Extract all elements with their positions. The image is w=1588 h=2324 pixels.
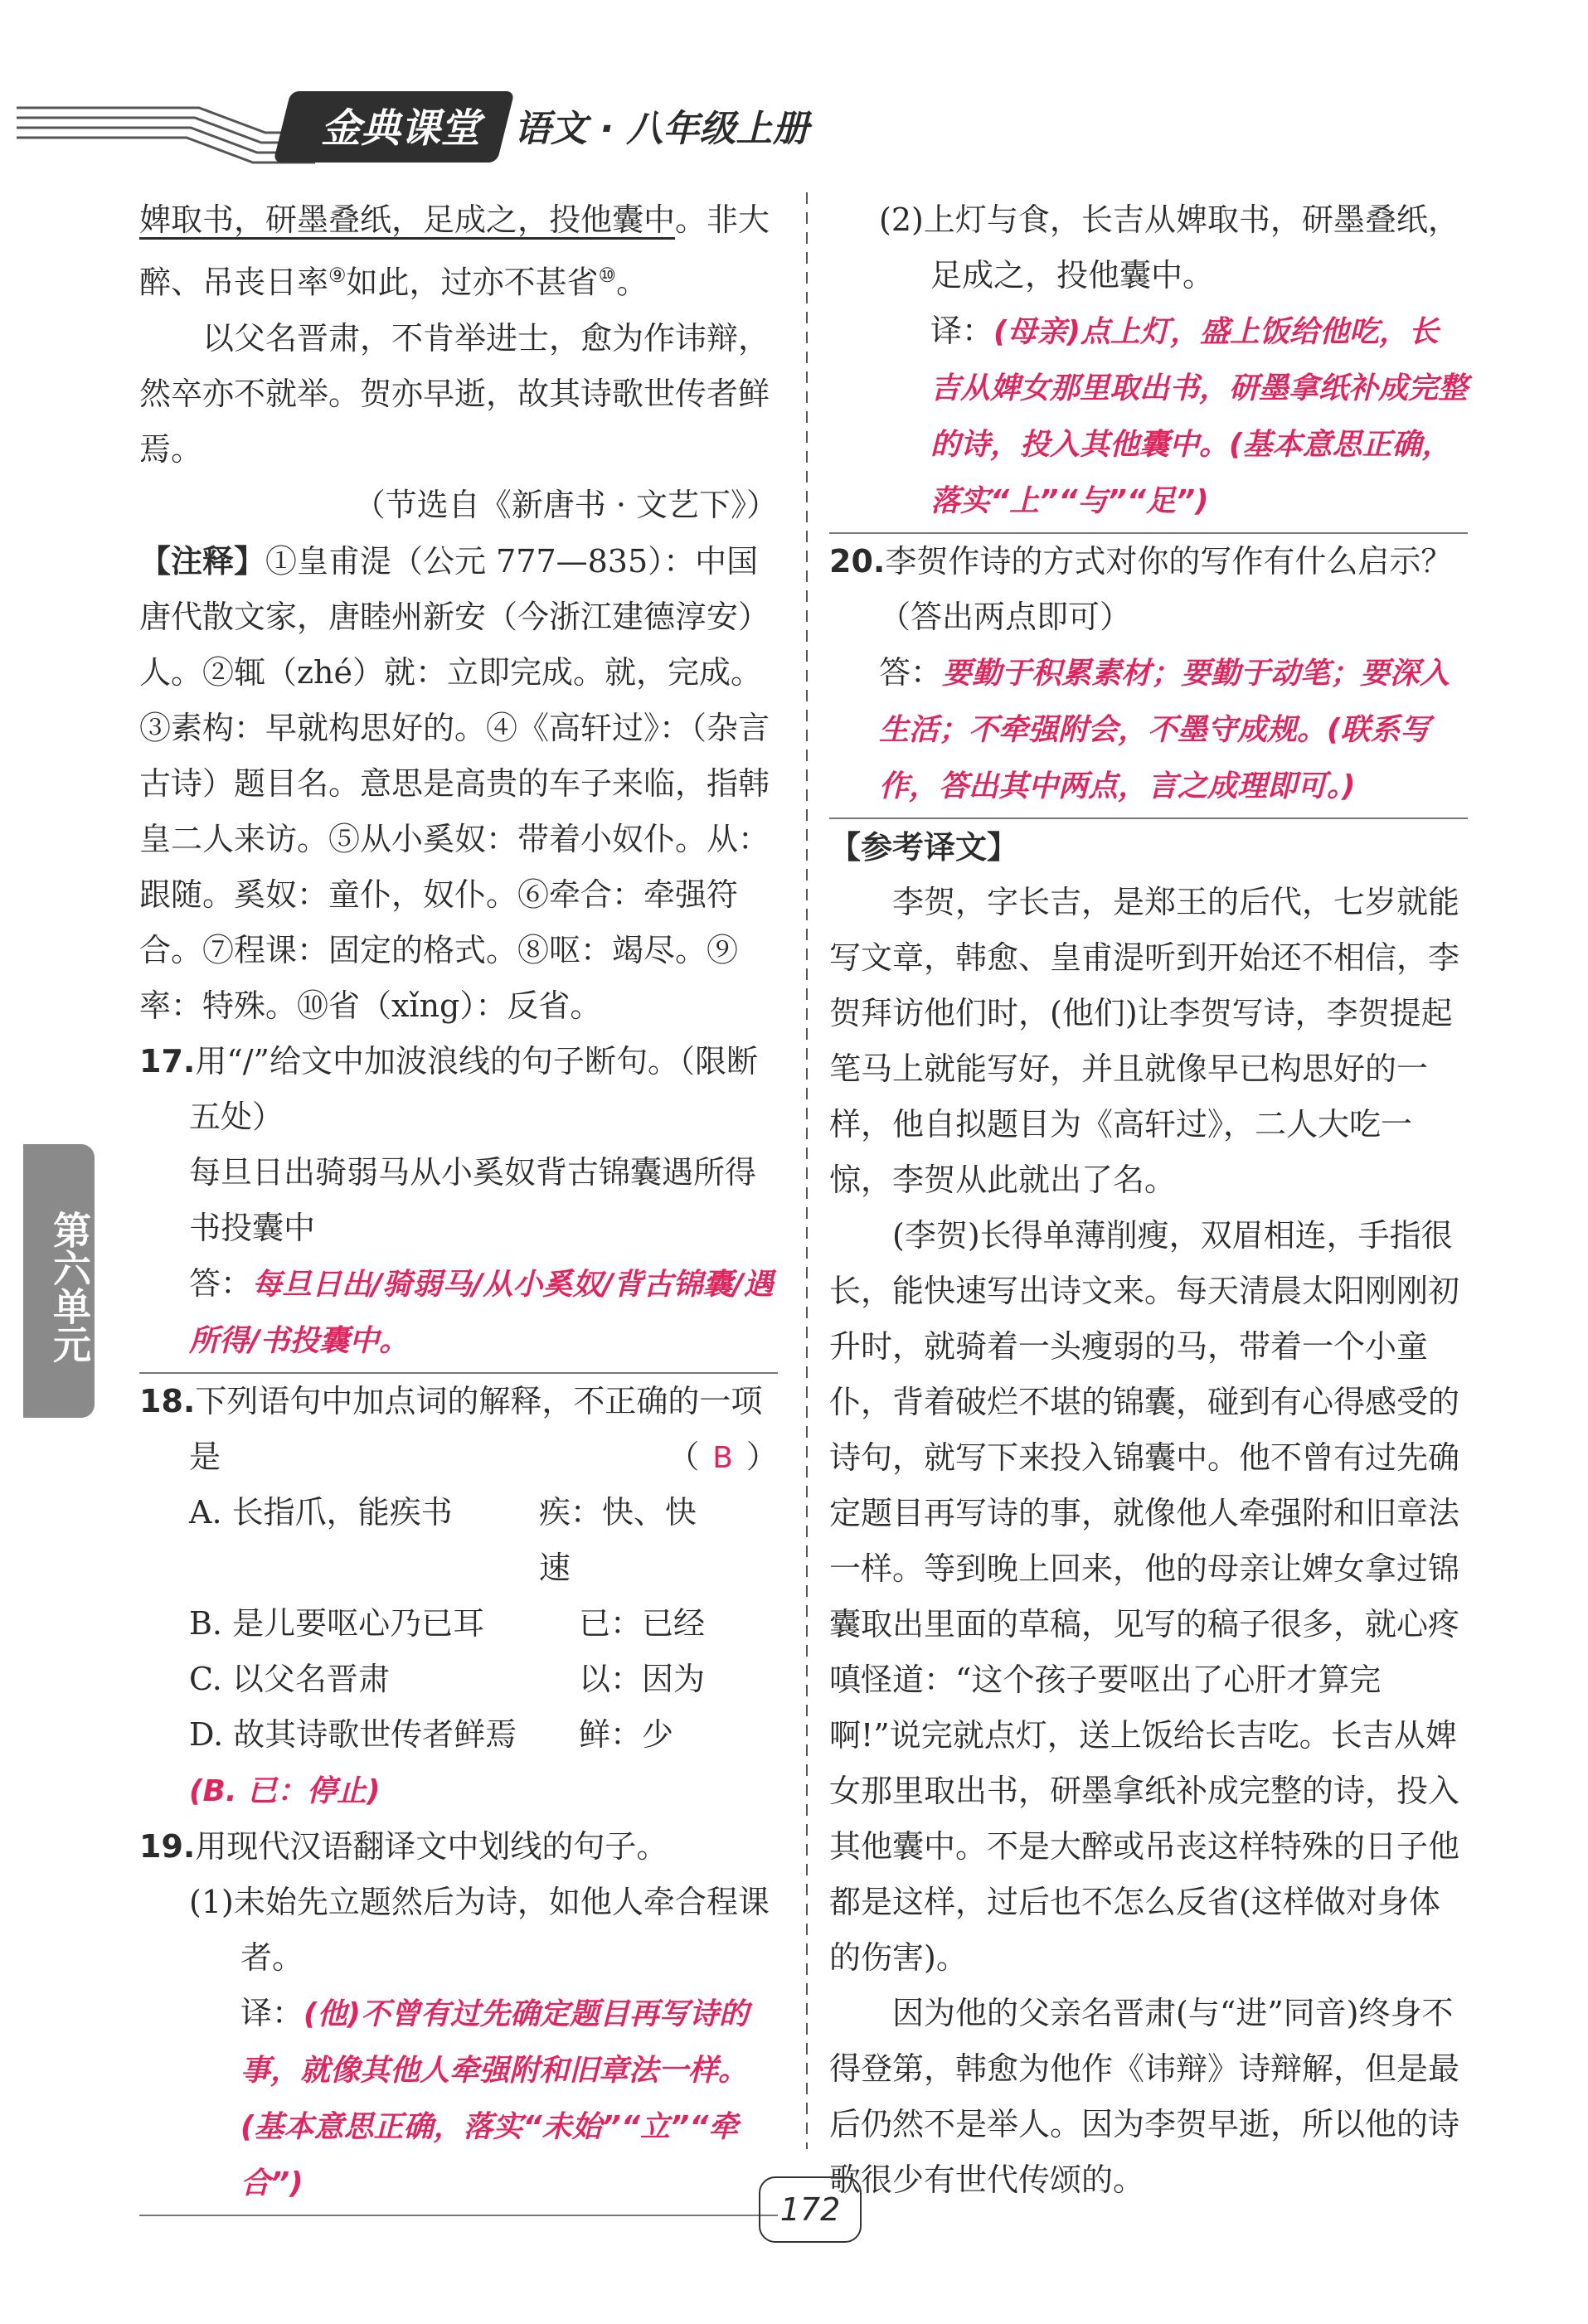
answer-text: (B. 已：停止)	[189, 1773, 381, 1808]
question-18-prompt	[139, 1374, 778, 1485]
reference-paragraph-1: 李贺，字长吉，是郑王的后代，七岁就能写文章，韩愈、皇甫湜听到开始还不相信，李贺拜访他们时，(他们)让李贺写诗，李贺提起笔马上就能写好，并且就像早已构思好的一样，他自拟题目为《高轩过》，二人大吃一惊，李贺从此就出了名。	[829, 884, 1460, 1198]
passage-text: 。非大醉、吊丧日率	[139, 201, 770, 301]
reference-label: 【参考译文】	[829, 828, 1019, 866]
question-17-prompt	[139, 1034, 778, 1145]
page-number: 172	[759, 2176, 862, 2243]
notes-text: ①皇甫湜（公元 777—835）：中国唐代散文家，唐睦州新安（今浙江建德淳安）人。②辄（zhé）就：立即完成。就，完成。③素构：早就构思好的。④《高轩过》：（杂言古诗）题目名。意思是高贵的车子来临，指韩皇二人来访。⑤从小奚奴：带着小奴仆。从：跟随。奚奴：童仆，奴仆。⑥牵合：牵强符合。⑦程课：固定的格式。⑧呕：竭尽。⑨率：特殊。⑩省（xǐng）：反省。	[139, 542, 770, 1024]
brand-title: 金典课堂	[320, 105, 480, 152]
option-text: A. 长指爪，能疾书	[189, 1493, 453, 1531]
option-gloss: 鲜：少	[579, 1715, 674, 1753]
underlined-sentence: 婢取书，研墨叠纸，足成之，投他囊中	[139, 201, 676, 238]
question-text: 李贺作诗的方式对你的写作有什么启示？（答出两点即可）	[879, 543, 1453, 635]
note-marker-9: ⑨	[328, 264, 347, 287]
question-20	[829, 534, 1468, 819]
question-number: 18.	[139, 1382, 196, 1419]
question-20-prompt	[829, 534, 1468, 645]
page-header	[17, 83, 846, 174]
subject-title: 语文 · 八年级上册	[514, 108, 809, 150]
option-text: B. 是儿要呕心乃已耳	[189, 1604, 485, 1642]
passage-paragraph-2: 以父名晋肃，不肯举进士，愈为作讳辩，然卒亦不就举。贺亦早逝，故其诗歌世传者鲜焉。	[139, 319, 770, 468]
question-19-2-prompt: (2)上灯与食，长吉从婢取书，研墨叠纸，足成之，投他囊中。	[879, 201, 1459, 294]
selected-choice: B	[712, 1440, 733, 1475]
bracket-close: ）	[745, 1438, 778, 1475]
answer-label: 译：	[930, 313, 994, 349]
answer-label: 答：	[189, 1264, 253, 1302]
passage-text: 如此，过亦不甚省	[346, 264, 599, 301]
question-19-2	[829, 192, 1468, 534]
option-c	[139, 1652, 778, 1707]
header-decoration-lines	[17, 83, 315, 174]
notes-label: 【注释】	[139, 541, 266, 580]
reference-paragraph-2: (李贺)长得单薄削瘦，双眉相连，手指很长，能快速写出诗文来。每天清晨太阳刚刚初升时，就骑着一头瘦弱的马，带着一个小童仆，背着破烂不堪的锦囊，碰到有心得感受的诗句，就写下来投入锦囊中。他不曾有过先确定题目再写诗的事，就像他人牵强附和旧章法一样。等到晚上回来，他的母亲让婢女拿过锦囊取出里面的草稿，见写的稿子很多，就心疼嗔怪道：“这个孩子要呕出了心肝才算完啊!”说完就点灯，送上饭给长吉吃。长吉从婢女那里取出书，研墨拿纸补成完整的诗，投入其他囊中。不是大醉或吊丧这样特殊的日子他都是这样，过后也不怎么反省(这样做对身体的伤害)。	[829, 1217, 1460, 1976]
answer-bracket	[668, 1429, 778, 1486]
answer-text: (他)不曾有过先确定题目再写诗的事，就像其他人牵强附和旧章法一样。(基本意思正确，落实“未始”“立”“牵合”)	[240, 1997, 749, 2200]
option-d	[139, 1707, 778, 1763]
question-18-answer	[139, 1763, 778, 1819]
right-column	[829, 192, 1468, 2208]
reference-translation	[829, 819, 1468, 2208]
option-gloss: 疾：快、快速	[538, 1493, 697, 1586]
bracket-open: （	[668, 1438, 700, 1475]
question-text: 用现代汉语翻译文中划线的句子。	[195, 1827, 668, 1865]
column-divider	[803, 192, 811, 2149]
answer-text: 每旦日出/骑弱马/从小奚奴/背古锦囊/遇所得/书投囊中。	[189, 1267, 774, 1358]
option-gloss: 以：因为	[579, 1660, 706, 1697]
option-text: D. 故其诗歌世传者鲜焉	[189, 1715, 517, 1753]
notes	[139, 533, 778, 1034]
option-text: C. 以父名晋肃	[189, 1660, 390, 1697]
unit-side-tab: 第六单元	[23, 1144, 95, 1418]
option-a	[139, 1485, 717, 1596]
question-19-prompt	[139, 1819, 778, 1875]
passage-text: 。	[616, 264, 648, 301]
question-19-1-answer	[139, 1986, 778, 2216]
reference-paragraph-3: 因为他的父亲名晋肃(与“进”同音)终身不得登第，韩愈为他作《讳辩》诗辩解，但是最后仍然不是举人。因为李贺早逝，所以他的诗歌很少有世代传颂的。	[829, 1995, 1460, 2198]
question-18	[139, 1374, 778, 1819]
question-19	[139, 1819, 778, 2216]
note-marker-10: ⑩	[598, 264, 617, 287]
option-gloss: 已：已经	[579, 1604, 706, 1642]
passage-paragraph-1	[139, 192, 778, 311]
answer-label: 答：	[879, 654, 943, 691]
answer-text: 要勤于积累素材；要勤于动笔；要深入生活；不牵强附会，不墨守成规。(联系写作，答出其中两点，言之成理即可。)	[879, 657, 1450, 803]
question-number: 19.	[139, 1827, 196, 1865]
question-text: 用“/”给文中加波浪线的句子断句。（限断五处）	[189, 1042, 758, 1135]
question-text: 下列语句中加点词的解释，不正确的一项是	[189, 1382, 763, 1475]
answer-text: (母亲)点上灯，盛上饭给他吃，长吉从婢女那里取出书，研墨拿纸补成完整的诗，投入其他囊中。(基本意思正确，落实“上”“与”“足”)	[930, 315, 1469, 518]
passage-source: （节选自《新唐书 · 文艺下》）	[353, 486, 778, 523]
question-19-1: (1)未始先立题然后为诗，如他人牵合程课者。	[189, 1883, 770, 1976]
option-b	[139, 1596, 778, 1652]
question-number: 20.	[829, 543, 886, 580]
question-19-2-answer	[829, 303, 1468, 534]
question-20-answer	[829, 645, 1468, 819]
question-number: 17.	[139, 1042, 196, 1080]
question-17-answer	[139, 1256, 778, 1374]
question-17-sentence: 每旦日出骑弱马从小奚奴背古锦囊遇所得书投囊中	[189, 1153, 757, 1246]
answer-label: 译：	[240, 1994, 304, 2031]
left-column	[139, 192, 778, 2216]
question-17	[139, 1034, 778, 1374]
